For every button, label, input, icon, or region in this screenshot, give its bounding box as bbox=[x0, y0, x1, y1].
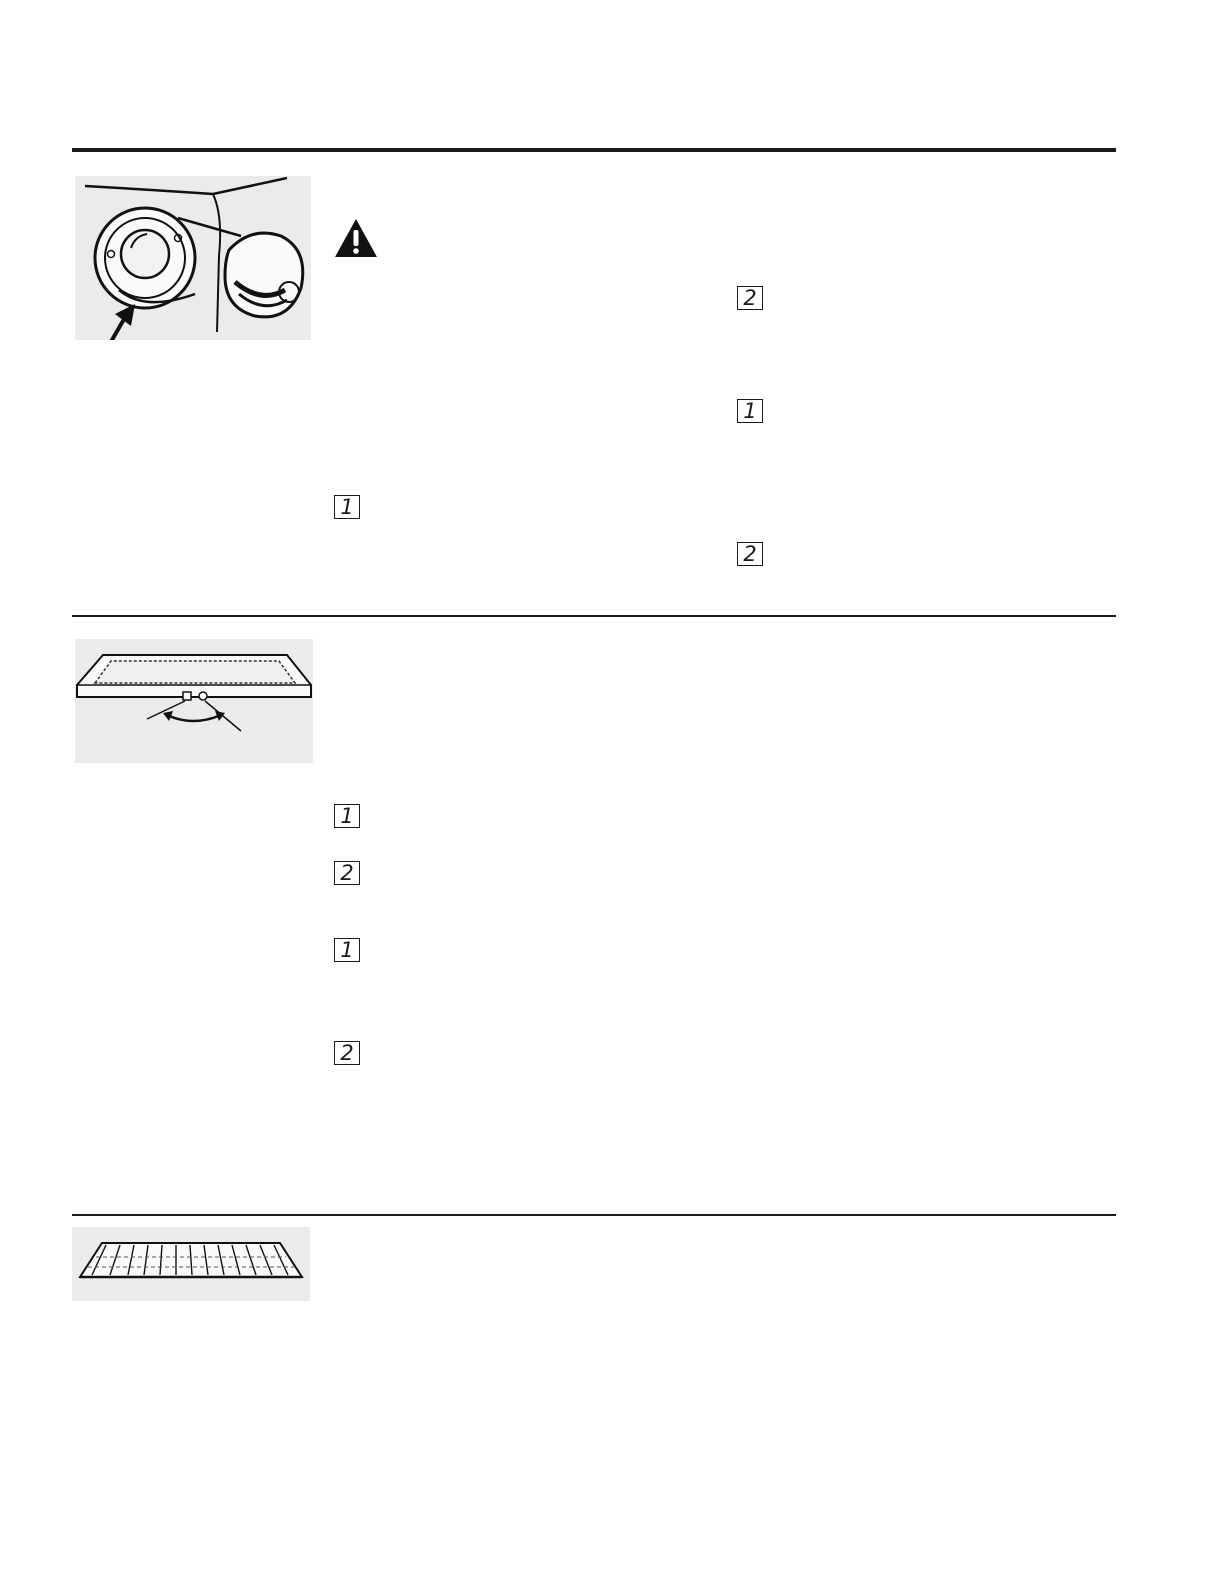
step-2-badge: 2 bbox=[334, 861, 360, 885]
step-2-badge: 2 bbox=[737, 542, 763, 566]
section-divider bbox=[72, 1214, 1116, 1216]
oven-rack-illustration bbox=[72, 1227, 310, 1301]
step-1-badge: 1 bbox=[334, 495, 360, 519]
oven-door-window-drawing bbox=[75, 639, 313, 763]
step-1-badge: 1 bbox=[334, 938, 360, 962]
section-divider bbox=[72, 615, 1116, 617]
step-2-badge: 2 bbox=[737, 286, 763, 310]
warning-triangle-icon bbox=[333, 217, 379, 259]
oven-rack-drawing bbox=[72, 1227, 310, 1301]
step-2-badge: 2 bbox=[334, 1041, 360, 1065]
step-1-badge: 1 bbox=[334, 804, 360, 828]
header-rule bbox=[72, 148, 1116, 152]
light-socket-drawing bbox=[75, 176, 311, 340]
light-socket-illustration bbox=[75, 176, 311, 340]
step-1-badge: 1 bbox=[737, 399, 763, 423]
oven-door-window-illustration bbox=[75, 639, 313, 763]
